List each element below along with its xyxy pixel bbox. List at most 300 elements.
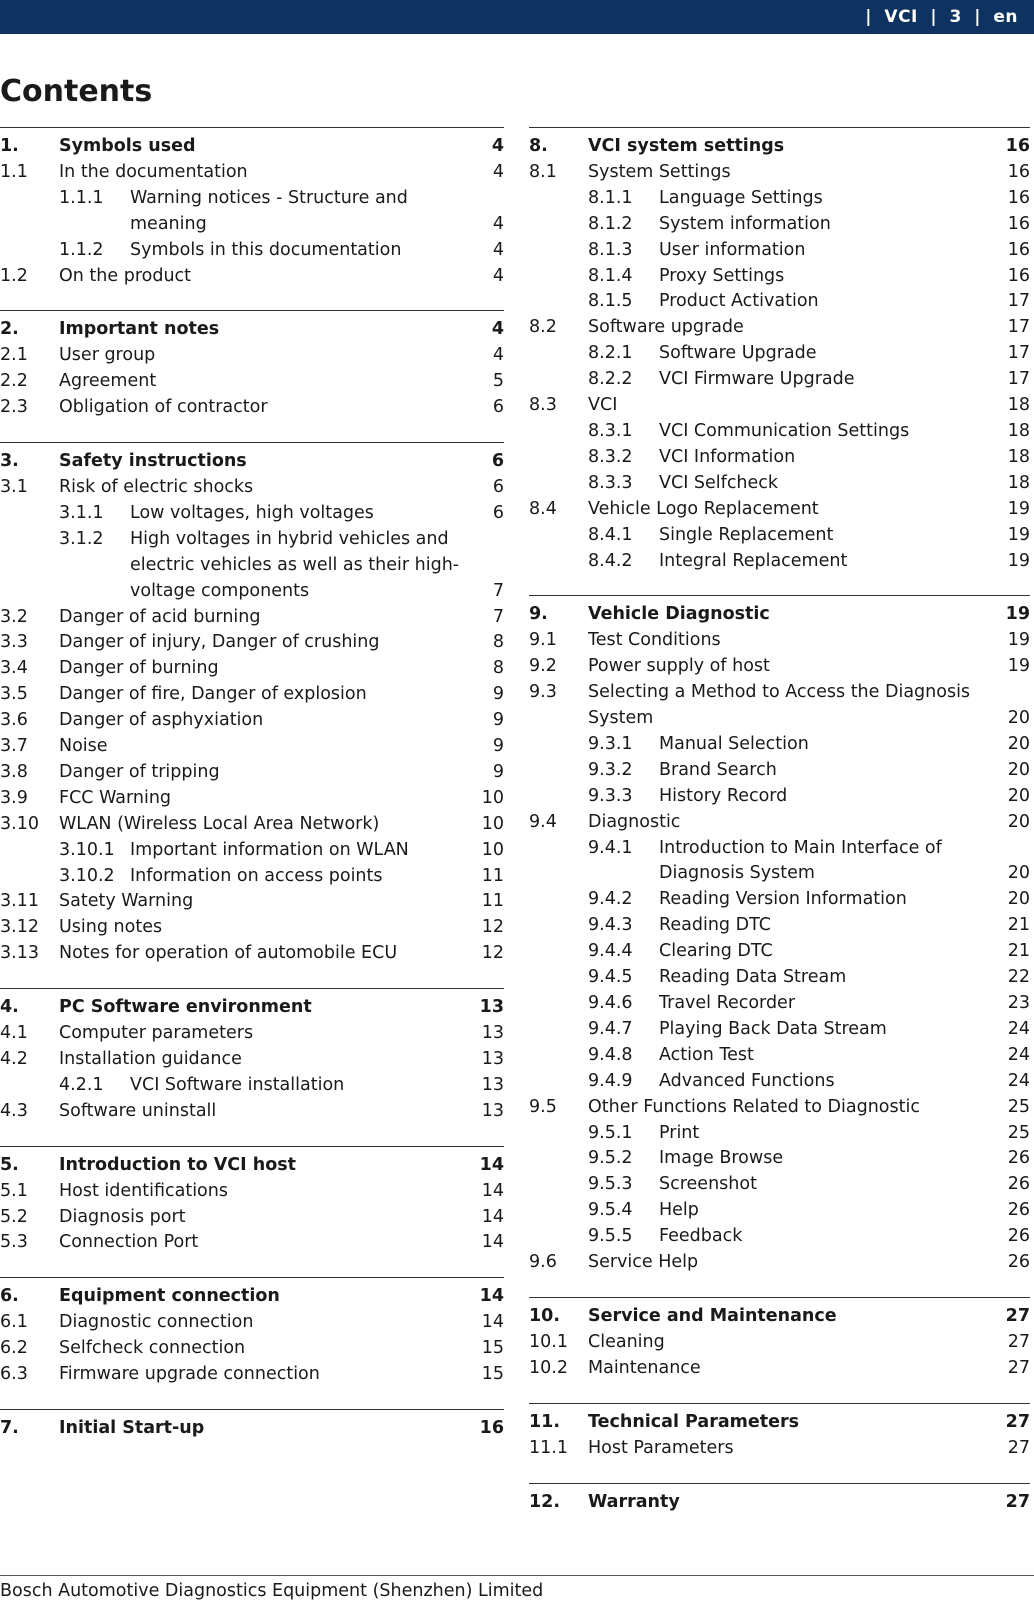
toc-entry[interactable] (0, 160, 504, 186)
toc-entry[interactable] (529, 212, 1030, 238)
toc-entry-page: 19 (1007, 524, 1030, 545)
toc-entry[interactable] (0, 786, 504, 812)
toc-entry-number: 3.1.1 (59, 502, 104, 523)
toc-entry-number: 5. (0, 1154, 19, 1175)
toc-entry-number: 3.3 (0, 632, 28, 653)
toc-entry[interactable] (0, 1230, 504, 1256)
toc-entry-label: Brand Search (659, 759, 777, 780)
toc-entry-page: 15 (481, 1338, 504, 1359)
toc-entry[interactable] (0, 630, 504, 656)
toc-entry-label: Cleaning (588, 1331, 665, 1352)
toc-entry[interactable] (0, 317, 504, 343)
toc-entry[interactable] (529, 1121, 1030, 1147)
toc-entry-number: 7. (0, 1417, 19, 1438)
toc-entry[interactable] (0, 1416, 504, 1442)
toc-entry-number: 11.1 (529, 1437, 568, 1458)
header-bar (0, 0, 1034, 34)
toc-entry-number: 4.2.1 (59, 1074, 104, 1095)
toc-entry-label: Agreement (59, 371, 157, 392)
toc-entry-page: 10 (481, 813, 504, 834)
toc-entry-label: Vehicle Diagnostic (588, 604, 770, 625)
toc-entry-number: 6.1 (0, 1312, 28, 1333)
toc-entry[interactable] (529, 497, 1030, 523)
toc-entry[interactable] (0, 1205, 504, 1231)
toc-entry-number: 1.2 (0, 265, 28, 286)
toc-entry[interactable] (0, 1310, 504, 1336)
toc-entry-page: 26 (1007, 1148, 1030, 1169)
toc-entry-label: Power supply of host (588, 656, 770, 677)
toc-entry-page: 26 (1007, 1200, 1030, 1221)
toc-entry-number: 8.3.1 (588, 420, 633, 441)
toc-entry-page: 4 (491, 136, 504, 156)
toc-entry[interactable] (529, 186, 1030, 212)
toc-entry-number: 9.4.6 (588, 993, 633, 1013)
toc-entry-label: Safety instructions (59, 451, 247, 472)
header-separator: | (974, 7, 981, 27)
header-info (859, 7, 1018, 27)
toc-section (529, 127, 1030, 574)
toc-entry-page: 19 (1007, 498, 1030, 519)
toc-entry-page: 17 (1007, 317, 1030, 338)
toc-entry[interactable] (529, 1330, 1030, 1356)
toc-entry-page: 9 (492, 761, 504, 782)
toc-entry[interactable] (529, 134, 1030, 160)
toc-entry-label: Important information on WLAN (130, 839, 409, 860)
toc-entry-label: Information on access points (130, 865, 383, 886)
toc-entry-number: 4. (0, 997, 19, 1018)
toc-entry-number: 9.5.3 (588, 1174, 633, 1195)
toc-entry-number: 3.10.2 (59, 865, 115, 886)
toc-entry-page: 9 (492, 736, 504, 757)
header-separator: | (930, 7, 938, 27)
toc-entry-label: Danger of tripping (59, 761, 220, 782)
toc-entry-label: Host Parameters (588, 1437, 734, 1458)
toc-entry-page: 14 (479, 1154, 504, 1175)
toc-entry[interactable] (529, 1250, 1030, 1276)
toc-entry-number: 12. (529, 1491, 561, 1512)
toc-entry-page: 13 (481, 1074, 504, 1095)
toc-entry-number: 9.3 (529, 682, 557, 703)
toc-entry-number: 3. (0, 451, 19, 472)
toc-entry[interactable] (529, 965, 1030, 991)
toc-entry-number: 9.1 (529, 630, 557, 651)
toc-entry-page: 4 (491, 319, 504, 340)
toc-entry-page: 19 (1007, 550, 1030, 571)
toc-entry-number: 9.4.7 (588, 1018, 633, 1039)
toc-entry[interactable] (0, 915, 504, 941)
toc-entry-page: 16 (479, 1417, 504, 1438)
toc-entry[interactable] (529, 1490, 1030, 1516)
toc-entry-page: 19 (1007, 630, 1030, 651)
toc-entry[interactable] (529, 939, 1030, 965)
toc-entry[interactable] (529, 523, 1030, 549)
toc-entry[interactable] (529, 1043, 1030, 1069)
toc-entry-number: 8.2.1 (588, 343, 633, 364)
toc-entry-label: Introduction to Main Interface of Diagnosis System (659, 837, 942, 884)
toc-entry-label: Diagnostic (588, 811, 681, 832)
toc-entry-label: VCI Selfcheck (659, 472, 779, 493)
toc-entry-label: User information (659, 239, 806, 260)
toc-section (529, 595, 1030, 1276)
toc-entry-label: Vehicle Logo Replacement (588, 498, 819, 519)
toc-entry-number: 3.12 (0, 917, 39, 938)
toc-entry[interactable] (529, 1069, 1030, 1095)
toc-entry-page: 23 (1007, 993, 1030, 1013)
toc-entry[interactable] (0, 708, 504, 734)
toc-entry[interactable] (529, 1198, 1030, 1224)
toc-entry[interactable] (529, 1017, 1030, 1043)
toc-entry[interactable] (529, 1095, 1030, 1121)
toc-entry-number: 9.6 (529, 1252, 557, 1273)
toc-entry-page: 17 (1007, 343, 1030, 364)
toc-entry-label: In the documentation (59, 161, 248, 182)
toc-entry-number: 9.3.1 (588, 733, 633, 754)
toc-entry[interactable] (529, 1356, 1030, 1382)
toc-section (0, 442, 504, 967)
toc-entry-number: 9.5.4 (588, 1200, 633, 1221)
toc-entry[interactable] (0, 1021, 504, 1047)
toc-entry[interactable] (529, 602, 1030, 628)
toc-entry-page: 17 (1007, 291, 1030, 312)
toc-entry-number: 3.4 (0, 658, 28, 679)
toc-entry-label: Diagnostic connection (59, 1312, 254, 1333)
toc-entry[interactable] (0, 656, 504, 682)
toc-entry-page: 14 (481, 1312, 504, 1333)
toc-entry-number: 3.6 (0, 710, 28, 731)
toc-entry[interactable] (529, 419, 1030, 445)
toc-entry-page: 4 (492, 213, 504, 234)
toc-entry[interactable] (529, 341, 1030, 367)
toc-entry[interactable] (529, 549, 1030, 575)
toc-entry-page: 16 (1007, 161, 1030, 182)
toc-entry-number: 9.4.9 (588, 1070, 633, 1091)
toc-entry-label: System information (659, 213, 831, 234)
toc-entry-page: 21 (1007, 915, 1030, 936)
toc-entry[interactable] (0, 941, 504, 967)
toc-entry-label: Selfcheck connection (59, 1338, 246, 1359)
toc-entry-page: 14 (481, 1232, 504, 1253)
toc-entry-page: 22 (1007, 967, 1030, 988)
toc-entry-label: Important notes (59, 319, 220, 340)
toc-entry[interactable] (0, 605, 504, 631)
toc-entry-page: 26 (1007, 1174, 1030, 1195)
header-separator: | (865, 7, 872, 27)
toc-entry[interactable] (0, 838, 504, 864)
toc-section (0, 127, 504, 289)
toc-entry-label: Risk of electric shocks (59, 476, 254, 497)
toc-entry-label: PC Software environment (59, 997, 312, 1018)
toc-entry-page: 12 (481, 917, 504, 938)
toc-entry[interactable] (0, 1047, 504, 1073)
toc-entry[interactable] (0, 1362, 504, 1388)
toc-entry-label: VCI system settings (588, 136, 785, 156)
toc-entry-page: 16 (1007, 213, 1030, 234)
footer-divider (0, 1575, 1034, 1576)
toc-entry[interactable] (529, 628, 1030, 654)
toc-entry-number: 3.8 (0, 761, 28, 782)
toc-entry[interactable] (0, 527, 504, 605)
toc-section (0, 1409, 504, 1442)
toc-entry-number: 5.3 (0, 1232, 28, 1253)
toc-entry[interactable] (0, 395, 504, 421)
toc-entry[interactable] (0, 682, 504, 708)
toc-entry-number: 9.5.2 (588, 1148, 633, 1169)
toc-entry-label: Advanced Functions (659, 1070, 835, 1091)
toc-entry-page: 9 (492, 710, 504, 731)
toc-entry-page: 8 (492, 632, 504, 653)
toc-entry-page: 17 (1007, 369, 1030, 390)
toc-entry-number: 3.5 (0, 684, 28, 705)
toc-entry-page: 25 (1007, 1122, 1030, 1143)
toc-entry[interactable] (529, 445, 1030, 471)
toc-entry-number: 8.3 (529, 395, 557, 416)
toc-entry-page: 4 (492, 161, 504, 182)
toc-entry-label: Reading DTC (659, 915, 771, 936)
toc-entry-number: 9.4.4 (588, 941, 633, 962)
toc-entry-page: 10 (481, 839, 504, 860)
toc-entry-page: 13 (481, 1100, 504, 1121)
toc-entry-number: 9.4.1 (588, 837, 633, 858)
toc-entry[interactable] (0, 889, 504, 915)
toc-entry-number: 9.4.5 (588, 967, 633, 988)
toc-entry-page: 11 (481, 891, 504, 912)
toc-entry-page: 24 (1007, 1018, 1030, 1039)
toc-entry-number: 3.13 (0, 943, 39, 964)
toc-entry[interactable] (529, 393, 1030, 419)
toc-entry[interactable] (0, 1179, 504, 1205)
toc-entry-number: 4.3 (0, 1100, 28, 1121)
toc-entry-label: Software Upgrade (659, 343, 817, 364)
toc-entry[interactable] (529, 238, 1030, 264)
toc-entry[interactable] (0, 449, 504, 475)
toc-entry-number: 9.2 (529, 656, 557, 677)
toc-entry[interactable] (0, 501, 504, 527)
toc-entry-label: History Record (659, 785, 788, 806)
toc-entry[interactable] (529, 732, 1030, 758)
toc-entry[interactable] (0, 995, 504, 1021)
toc-entry[interactable] (529, 784, 1030, 810)
toc-entry[interactable] (0, 1153, 504, 1179)
toc-entry-page: 5 (492, 371, 504, 392)
toc-entry[interactable] (0, 343, 504, 369)
toc-entry-page: 27 (1005, 1491, 1030, 1512)
toc-entry-number: 3.7 (0, 736, 28, 757)
toc-entry-page: 18 (1007, 472, 1030, 493)
toc-entry-number: 8.1.1 (588, 187, 633, 208)
toc-entry-number: 8.3.2 (588, 446, 633, 467)
toc-entry[interactable] (529, 1172, 1030, 1198)
toc-entry-page: 16 (1005, 136, 1030, 156)
toc-entry-number: 6.3 (0, 1364, 28, 1385)
toc-entry-number: 2. (0, 319, 19, 340)
toc-entry-label: Using notes (59, 917, 163, 938)
toc-entry-label: Warning notices - Structure and meaning (130, 187, 408, 234)
toc-entry[interactable] (529, 315, 1030, 341)
page-title: Contents (0, 74, 153, 109)
toc-entry-label: Help (659, 1200, 699, 1221)
toc-entry[interactable] (0, 1073, 504, 1099)
toc-entry-page: 26 (1007, 1252, 1030, 1273)
toc-entry[interactable] (529, 471, 1030, 497)
toc-entry-number: 4.2 (0, 1049, 28, 1069)
toc-entry-number: 6. (0, 1286, 19, 1307)
toc-entry-label: Selecting a Method to Access the Diagnosis System (588, 682, 971, 729)
toc-entry-number: 3.1.2 (59, 528, 104, 549)
toc-entry[interactable] (529, 1436, 1030, 1462)
toc-entry[interactable] (0, 186, 504, 238)
toc-entry-label: Installation guidance (59, 1049, 242, 1069)
toc-entry-page: 27 (1007, 1437, 1030, 1458)
toc-entry-number: 3.9 (0, 787, 28, 808)
toc-entry-label: Product Activation (659, 291, 819, 312)
toc-entry-number: 8.1.5 (588, 291, 633, 312)
toc-entry-page: 18 (1007, 395, 1030, 416)
toc-entry[interactable] (0, 264, 504, 290)
toc-entry[interactable] (529, 654, 1030, 680)
toc-entry[interactable] (529, 264, 1030, 290)
toc-entry[interactable] (0, 369, 504, 395)
toc-section (529, 1483, 1030, 1516)
toc-entry-page: 6 (491, 451, 504, 472)
toc-entry-number: 2.2 (0, 371, 28, 392)
toc-entry-label: Danger of asphyxiation (59, 710, 264, 731)
toc-entry-number: 6.2 (0, 1338, 28, 1359)
toc-entry-number: 8.2.2 (588, 369, 633, 390)
toc-entry-label: On the product (59, 265, 192, 286)
toc-entry-number: 8.1.2 (588, 213, 633, 234)
toc-entry-page: 19 (1007, 656, 1030, 677)
toc-entry-label: Playing Back Data Stream (659, 1018, 887, 1039)
toc-entry-label: Computer parameters (59, 1023, 254, 1044)
toc-entry[interactable] (0, 1336, 504, 1362)
toc-entry[interactable] (529, 289, 1030, 315)
toc-entry-label: System Settings (588, 161, 731, 182)
toc-entry-page: 13 (479, 997, 504, 1018)
toc-entry-number: 3.1 (0, 476, 28, 497)
toc-entry-number: 9.4.3 (588, 915, 633, 936)
toc-entry-page: 27 (1007, 1331, 1030, 1352)
toc-entry-label: Reading Data Stream (659, 967, 847, 988)
toc-entry-label: Diagnosis port (59, 1206, 186, 1227)
footer-text: Bosch Automotive Diagnostics Equipment (Shenzhen) Limited (0, 1581, 544, 1601)
toc-entry-label: Danger of burning (59, 658, 219, 679)
toc-entry-page: 14 (481, 1180, 504, 1201)
toc-entry[interactable] (529, 1304, 1030, 1330)
toc-entry-label: Danger of acid burning (59, 606, 261, 627)
toc-entry-label: Other Functions Related to Diagnostic (588, 1096, 920, 1117)
toc-entry-number: 8. (529, 136, 548, 156)
toc-entry-number: 10.1 (529, 1331, 568, 1352)
toc-section (529, 1297, 1030, 1382)
toc-entry[interactable] (529, 680, 1030, 732)
toc-entry-label: Screenshot (659, 1174, 757, 1195)
toc-entry-number: 8.1.3 (588, 239, 633, 260)
toc-entry[interactable] (0, 134, 504, 160)
toc-left-column (0, 127, 504, 1463)
toc-entry-label: VCI Information (659, 446, 796, 467)
toc-entry-page: 12 (481, 943, 504, 964)
toc-entry-label: Manual Selection (659, 733, 809, 754)
toc-entry[interactable] (529, 810, 1030, 836)
toc-entry[interactable] (0, 475, 504, 501)
header-language: en (993, 7, 1018, 27)
toc-entry-page: 4 (492, 239, 504, 260)
toc-entry-page: 11 (481, 865, 504, 886)
toc-entry[interactable] (0, 812, 504, 838)
toc-entry-number: 9.3.3 (588, 785, 633, 806)
toc-entry-label: Firmware upgrade connection (59, 1364, 320, 1385)
toc-entry-page: 26 (1007, 1226, 1030, 1247)
toc-entry-page: 18 (1007, 446, 1030, 467)
toc-entry-number: 3.10 (0, 813, 39, 834)
toc-entry-label: Initial Start-up (59, 1417, 205, 1438)
toc-entry-page: 20 (1007, 811, 1030, 832)
toc-entry[interactable] (0, 1099, 504, 1125)
toc-entry-number: 8.2 (529, 317, 557, 338)
toc-entry-number: 1. (0, 136, 19, 156)
toc-entry[interactable] (0, 864, 504, 890)
toc-entry-number: 5.1 (0, 1180, 28, 1201)
toc-entry-page: 16 (1007, 239, 1030, 260)
toc-section (0, 988, 504, 1125)
toc-entry[interactable] (529, 1410, 1030, 1436)
toc-entry-label: Danger of fire, Danger of explosion (59, 684, 367, 705)
toc-entry[interactable] (529, 758, 1030, 784)
toc-entry[interactable] (0, 1284, 504, 1310)
toc-entry-number: 9.4.8 (588, 1044, 633, 1065)
toc-entry-label: Travel Recorder (659, 993, 796, 1013)
toc-entry-page: 14 (479, 1286, 504, 1307)
toc-entry[interactable] (529, 991, 1030, 1017)
toc-entry-number: 3.2 (0, 606, 28, 627)
toc-entry[interactable] (0, 734, 504, 760)
toc-entry[interactable] (529, 1146, 1030, 1172)
toc-entry[interactable] (529, 160, 1030, 186)
toc-entry-page: 20 (1007, 863, 1030, 884)
toc-entry[interactable] (0, 760, 504, 786)
toc-entry-page: 16 (1007, 265, 1030, 286)
toc-entry[interactable] (529, 367, 1030, 393)
toc-entry[interactable] (529, 836, 1030, 888)
toc-entry-number: 1.1 (0, 161, 28, 182)
toc-entry[interactable] (0, 238, 504, 264)
toc-entry-page: 9 (492, 684, 504, 705)
toc-entry-label: VCI Firmware Upgrade (659, 369, 855, 390)
toc-entry-number: 2.1 (0, 345, 28, 366)
toc-right-column (529, 127, 1030, 1536)
toc-entry-page: 20 (1007, 733, 1030, 754)
toc-entry-page: 25 (1007, 1096, 1030, 1117)
toc-entry-number: 9.5.5 (588, 1226, 633, 1247)
toc-entry-label: Notes for operation of automobile ECU (59, 943, 398, 964)
toc-entry-label: Technical Parameters (588, 1411, 800, 1432)
toc-entry-page: 13 (481, 1049, 504, 1069)
toc-entry-number: 10. (529, 1305, 561, 1326)
toc-entry-number: 10.2 (529, 1357, 568, 1378)
toc-entry-label: Integral Replacement (659, 550, 848, 571)
toc-entry-page: 13 (481, 1023, 504, 1044)
toc-entry-number: 8.4 (529, 498, 557, 519)
toc-entry-number: 8.1.4 (588, 265, 633, 286)
toc-entry[interactable] (529, 913, 1030, 939)
toc-entry-label: Test Conditions (588, 630, 721, 651)
toc-entry-label: Symbols used (59, 136, 196, 156)
toc-entry-label: Single Replacement (659, 524, 834, 545)
toc-entry-page: 20 (1007, 759, 1030, 780)
toc-entry[interactable] (529, 887, 1030, 913)
toc-entry[interactable] (529, 1224, 1030, 1250)
toc-entry-number: 9.4.2 (588, 889, 633, 910)
